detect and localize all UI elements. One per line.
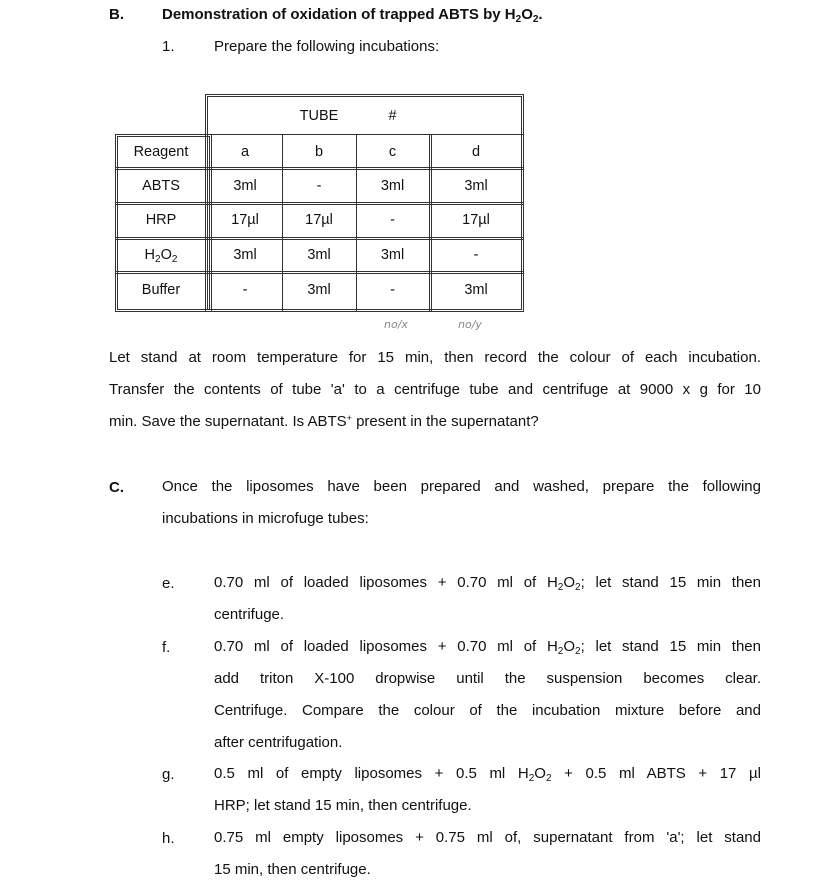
section-b-letter: B. <box>109 6 124 23</box>
table-cell: 17µl <box>231 212 259 228</box>
table-cell: 3ml <box>233 247 257 263</box>
header-c: c <box>388 144 397 160</box>
table-cell: - <box>390 282 395 298</box>
table-cell: 3ml <box>464 282 488 298</box>
item-f-label: f. <box>162 639 171 656</box>
table-cell: 3ml <box>307 247 331 263</box>
table-cell: - <box>473 247 479 263</box>
table-cell: 3ml <box>380 247 405 263</box>
tube-label: TUBE <box>299 108 339 124</box>
item-h-label: h. <box>162 830 175 847</box>
handwritten-note-c: no/x <box>384 318 408 331</box>
header-reagent: Reagent <box>133 144 189 160</box>
table-cell: - <box>390 212 395 228</box>
section-c-intro: Once the liposomes have been prepared and washed, prepare the following incubations in microfuge tubes: <box>162 478 761 527</box>
header-b: b <box>314 144 324 160</box>
item-g-text: 0.5 ml of empty liposomes + 0.5 ml $H_2O_2 + 0.5$ ml ABTS + 17 µl HRP; let stand 15 min, then centrifuge. <box>214 765 761 814</box>
table-cell: 3ml <box>464 178 488 194</box>
step-number: 1. <box>162 38 175 55</box>
handwritten-note-d: no/y <box>458 318 482 331</box>
item-e-label: e. <box>162 575 175 592</box>
row-reagent: $H_2O_2$ <box>144 247 178 265</box>
item-f-text: 0.70 ml of loaded liposomes + 0.70 ml of $H_2O_2$; let stand 15 min then add triton X-100 dropwise until the suspension becomes clear. Centrifuge. Compare the colour of the incubation mixture before and after centrifugation. <box>214 638 761 751</box>
table-cell: 3ml <box>233 178 257 194</box>
header-d: d <box>471 144 481 160</box>
hash-label: # <box>388 108 397 124</box>
table-cell: 17µl <box>305 212 333 228</box>
header-a: a <box>240 144 250 160</box>
table-cell: - <box>242 282 248 298</box>
table-cell: - <box>316 178 322 194</box>
row-reagent: ABTS <box>142 178 180 194</box>
section-b-title: Demonstration of oxidation of trapped ABTS by $H_2O_2$. <box>162 6 543 25</box>
item-e-text: 0.70 ml of loaded liposomes + 0.70 ml of $H_2O_2$; let stand 15 min then centrifuge. <box>214 574 761 623</box>
item-h-text: 0.75 ml empty liposomes + 0.75 ml of, supernatant from 'a'; let stand 15 min, then centrifuge. <box>214 829 761 878</box>
table-cell: 3ml <box>307 282 331 298</box>
paragraph-b: Let stand at room temperature for 15 min, then record the colour of each incubation. Transfer the contents of tube 'a' to a centrifuge tube and centrifuge at 9000 x g for 10 min. Save the supernatant. Is ABTS+ present in the supernatant? <box>109 349 761 430</box>
item-g-label: g. <box>162 766 175 783</box>
row-reagent: Buffer <box>141 282 181 298</box>
row-reagent: HRP <box>145 212 177 228</box>
table-cell: 17µl <box>462 212 490 228</box>
section-c-letter: C. <box>109 479 124 496</box>
step-text: Prepare the following incubations: <box>214 38 440 55</box>
table-cell: 3ml <box>380 178 405 194</box>
